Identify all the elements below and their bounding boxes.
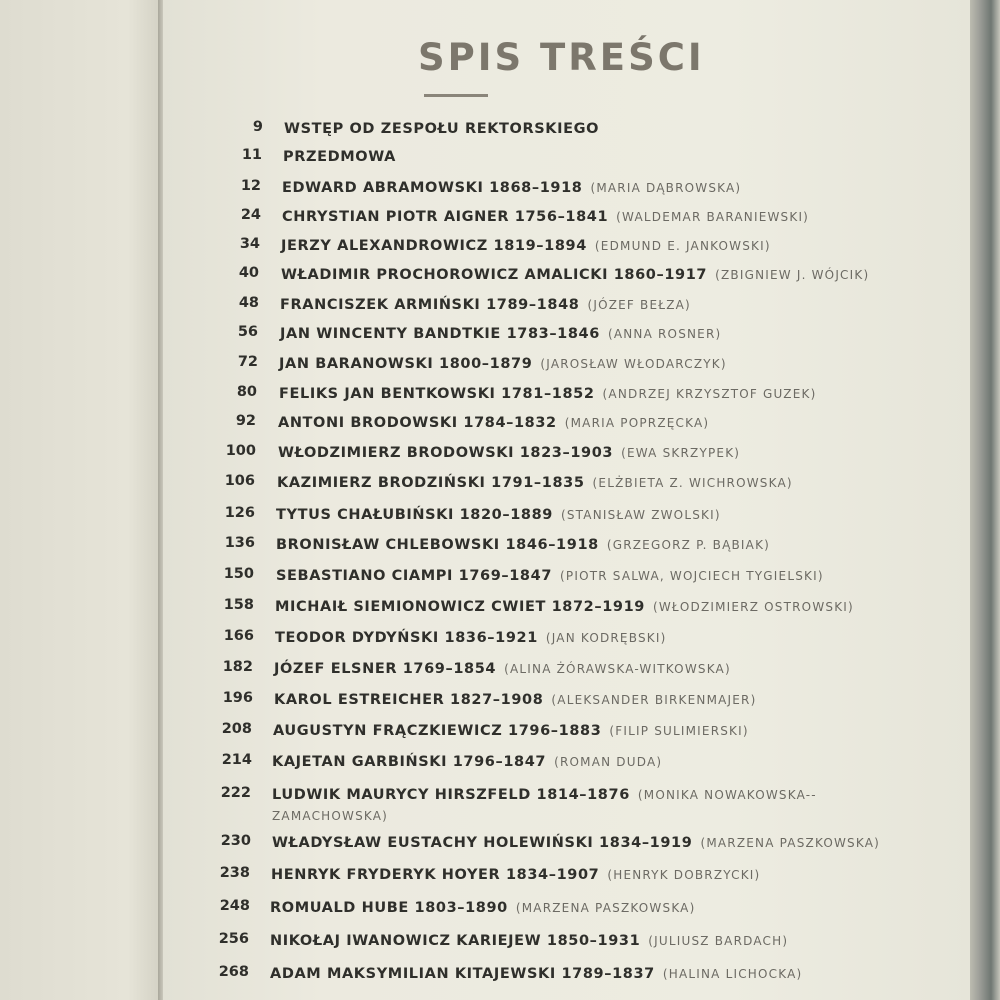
toc-entry-text [282,177,922,198]
toc-page-number: 92 [235,413,256,429]
toc-entry-text [274,689,914,710]
toc-entry-title: ADAM MAKSYMILIAN KITAJEWSKI 1789–1837 [270,966,655,982]
toc-entry [0,442,970,472]
toc-entry-text [274,658,914,679]
toc-entry-author: (MONIKA NOWAKOWSKA--ZAMACHOWSKA) [272,788,817,823]
toc-page-number: 238 [219,865,250,881]
toc-entry-text [276,565,916,586]
toc-page-number: 40 [238,265,259,281]
toc-entry-title: KAROL ESTREICHER 1827–1908 [274,692,544,708]
toc-entry [0,627,970,657]
toc-entry-title: JAN WINCENTY BANDTKIE 1783–1846 [280,326,600,342]
toc-entry-author: (EDMUND E. JANKOWSKI) [594,239,771,253]
toc-entry [0,596,970,626]
toc-entry [0,353,970,383]
toc-entry [0,146,970,176]
toc-entry-text [272,832,912,853]
toc-entry-title: ANTONI BRODOWSKI 1784–1832 [278,415,557,431]
toc-entry [0,504,970,534]
toc-entry-author: (JÓZEF BEŁZA) [587,298,691,312]
toc-entry-author: (ALEKSANDER BIRKENMAJER) [551,693,757,707]
toc-entry-text [280,323,920,344]
toc-entry-title: HENRYK FRYDERYK HOYER 1834–1907 [271,867,600,883]
toc-entry-title: PRZEDMOWA [283,149,396,165]
toc-entry-text [281,235,921,256]
toc-entry [0,294,970,324]
toc-page-number: 34 [239,236,260,252]
toc-page-number: 150 [223,566,254,582]
toc-entry-title: NIKOŁAJ IWANOWICZ KARIEJEW 1850–1931 [270,933,641,949]
toc-entry-author: (EWA SKRZYPEK) [621,446,741,460]
toc-entry [0,206,970,236]
toc-entry-author: (ALINA ŻÓRAWSKA-WITKOWSKA) [504,662,731,676]
toc-page-number: 12 [240,178,261,194]
toc-entry [0,472,970,502]
toc-page-number: 56 [237,324,258,340]
toc-entry-title: CHRYSTIAN PIOTR AIGNER 1756–1841 [282,209,609,225]
toc-page-number: 268 [218,964,249,980]
toc-entry-title: FRANCISZEK ARMIŃSKI 1789–1848 [280,297,580,313]
toc-entry-title: SEBASTIANO CIAMPI 1769–1847 [276,568,553,584]
toc-entry-text [272,784,912,826]
toc-entry-title: JERZY ALEXANDROWICZ 1819–1894 [281,238,587,254]
toc-page-number: 208 [221,721,252,737]
toc-entry-text [276,534,916,555]
toc-entry-author: (ELŻBIETA Z. WICHROWSKA) [592,476,793,490]
toc-entry-author: (GRZEGORZ P. BĄBIAK) [606,538,771,552]
toc-entry-text [278,442,918,463]
toc-entry-title: TEODOR DYDYŃSKI 1836–1921 [275,630,538,646]
toc-page-number: 230 [220,833,251,849]
toc-entry-author: (JULIUSZ BARDACH) [648,934,789,948]
toc-entry-text [282,206,922,227]
toc-entry-author: (WŁODZIMIERZ OSTROWSKI) [652,600,854,614]
toc-entry-text [273,720,913,741]
toc-page-number: 72 [237,354,258,370]
toc-page-number: 248 [219,898,250,914]
toc-entry-title: ROMUALD HUBE 1803–1890 [270,900,508,916]
page-title: SPIS TREŚCI [418,36,705,79]
toc-page-number: 256 [218,931,249,947]
toc-entry [0,897,970,927]
toc-entry-author: (HALINA LICHOCKA) [662,967,803,981]
toc-entry [0,720,970,750]
toc-entry-text [277,472,917,493]
toc-entry-title: KAZIMIERZ BRODZIŃSKI 1791–1835 [277,475,585,491]
toc-entry-title: MICHAIŁ SIEMIONOWICZ CWIET 1872–1919 [275,599,645,615]
toc-page-number: 11 [241,147,262,163]
toc-entry [0,323,970,353]
toc-entry-author: (ZBIGNIEW J. WÓJCIK) [715,268,870,282]
toc-entry-text [279,353,919,374]
toc-entry-author: (JAN KODRĘBSKI) [545,631,667,645]
toc-entry [0,412,970,442]
toc-entry-title: WSTĘP OD ZESPOŁU REKTORSKIEGO [284,121,600,137]
toc-entry-title: WŁADYSŁAW EUSTACHY HOLEWIŃSKI 1834–1919 [272,835,693,851]
toc-entry [0,930,970,960]
toc-entry-author: (STANISŁAW ZWOLSKI) [560,508,721,522]
toc-entry [0,565,970,595]
toc-entry-text [278,412,918,433]
toc-entry-author: (MARZENA PASZKOWSKA) [515,901,696,915]
toc-entry [0,832,970,862]
toc-entry-author: (MARIA POPRZĘCKA) [564,416,710,430]
toc-page-number: 222 [220,785,251,801]
toc-entry [0,689,970,719]
toc-entry-author: (ROMAN DUDA) [554,755,663,769]
toc-entry-author: (ANNA ROSNER) [607,327,722,341]
toc-entry-title: JÓZEF ELSNER 1769–1854 [274,661,497,677]
toc-entry [0,864,970,894]
toc-page-number: 196 [222,690,253,706]
toc-page-number: 136 [224,535,255,551]
toc-entry-title: LUDWIK MAURYCY HIRSZFELD 1814–1876 [272,787,630,803]
toc-entry-text [270,930,910,951]
toc-entry [0,177,970,207]
toc-entry-title: WŁODZIMIERZ BRODOWSKI 1823–1903 [278,445,614,461]
toc-page-number: 48 [238,295,259,311]
toc-entry-author: (JAROSŁAW WŁODARCZYK) [540,357,727,371]
toc-entry-title: FELIKS JAN BENTKOWSKI 1781–1852 [279,386,595,402]
toc-entry-text [284,118,924,139]
toc-entry-text [275,627,915,648]
toc-page-number: 158 [223,597,254,613]
toc-page-number: 214 [221,752,252,768]
toc-entry-title: AUGUSTYN FRĄCZKIEWICZ 1796–1883 [273,723,602,739]
toc-page-number: 24 [240,207,261,223]
toc-entry [0,235,970,265]
toc-entry-author: (MARZENA PASZKOWSKA) [700,836,881,850]
toc-entry-text [271,864,911,885]
toc-entry-author: (ANDRZEJ KRZYSZTOF GUZEK) [602,387,817,401]
toc-entry [0,118,970,148]
toc-entry-author: (PIOTR SALWA, WOJCIECH TYGIELSKI) [560,569,824,583]
toc-entry [0,534,970,564]
toc-page-number: 166 [223,628,254,644]
toc-entry-text [270,963,910,984]
toc-entry-text [281,264,921,285]
toc-entry [0,784,970,823]
toc-entry-text [283,146,923,167]
toc-entry [0,383,970,413]
toc-entry-author: (WALDEMAR BARANIEWSKI) [616,210,810,224]
toc-entry-title: JAN BARANOWSKI 1800–1879 [279,356,533,372]
toc-entry [0,264,970,294]
toc-entry-title: BRONISŁAW CHLEBOWSKI 1846–1918 [276,537,599,553]
toc-page-number: 80 [236,384,257,400]
toc-entry-title: EDWARD ABRAMOWSKI 1868–1918 [282,180,583,196]
toc-entry-title: WŁADIMIR PROCHOROWICZ AMALICKI 1860–1917 [281,267,708,283]
toc-page-number: 100 [225,443,256,459]
page-edge [970,0,1000,1000]
toc-entry [0,963,970,993]
toc-entry-title: TYTUS CHAŁUBIŃSKI 1820–1889 [276,507,553,523]
toc-entry-author: (HENRYK DOBRZYCKI) [607,868,761,882]
toc-entry-title: KAJETAN GARBIŃSKI 1796–1847 [272,754,547,770]
toc-page-number: 9 [252,119,263,135]
toc-entry-text [270,897,910,918]
toc-entry-text [276,504,916,525]
toc-entry-text [272,751,912,772]
toc-page-number: 182 [222,659,253,675]
toc-entry-text [275,596,915,617]
toc-page-number: 126 [224,505,255,521]
toc-entry-text [279,383,919,404]
toc-entry-author: (FILIP SULIMIERSKI) [609,724,749,738]
toc-entry-text [280,294,920,315]
toc-entry [0,658,970,688]
toc-page-number: 106 [224,473,255,489]
toc-entry [0,751,970,781]
toc-entry-author: (MARIA DĄBROWSKA) [590,181,742,195]
